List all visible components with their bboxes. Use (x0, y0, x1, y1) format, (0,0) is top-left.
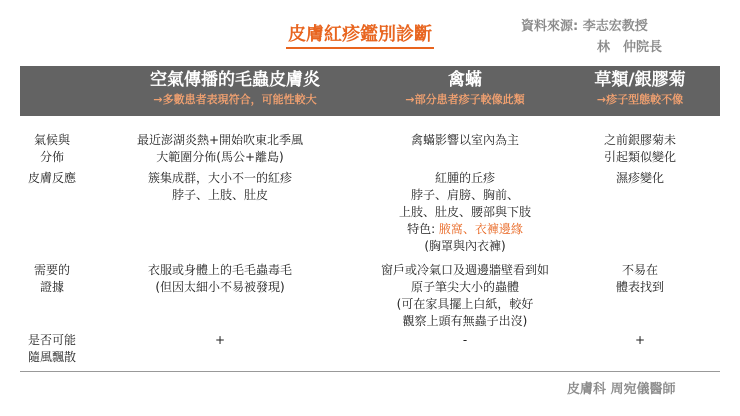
cell-text: 最近澎湖炎熱+開始吹東北季風 (136, 133, 304, 147)
row-label-climate-line2: 分佈 (39, 150, 64, 164)
row-label-wind-line2: 隨風飄散 (27, 350, 76, 364)
cell-skin-bird-mite (360, 170, 570, 255)
cell-text: 體表找到 (615, 280, 664, 294)
cell-evidence-bird-mite (350, 262, 580, 330)
cell-text: 觀察上頭有無蟲子出沒) (402, 314, 528, 328)
page-title: 皮膚紅疹鑑別診斷 (286, 20, 434, 49)
cell-text: (胸罩與內衣褲) (424, 239, 506, 253)
cell-text: 大範圍分佈(馬公+離島) (156, 150, 284, 164)
cell-text: 禽蟎影響以室內為主 (410, 133, 519, 147)
cell-text: 之前銀膠菊未 (603, 133, 676, 147)
cell-skin-caterpillar (100, 170, 340, 204)
header-col-bird-mite-subtitle: →部分患者疹子較像此類 (405, 93, 525, 106)
header-col-parthenium-title: 草類/銀膠菊 (594, 70, 686, 90)
row-label-evidence (26, 262, 78, 296)
row-label-climate-line1: 氣候與 (33, 133, 70, 147)
cell-climate-caterpillar (100, 132, 340, 166)
row-label-evidence-line2: 證據 (39, 280, 64, 294)
cell-wind-bird-mite: - (462, 333, 468, 347)
row-label-evidence-line1: 需要的 (33, 263, 70, 277)
header-col-caterpillar-title: 空氣傳播的毛蟲皮膚炎 (150, 70, 320, 90)
cell-text: 不易在 (621, 263, 658, 277)
header-col-parthenium (560, 66, 720, 116)
footer-credit: 皮膚科 周宛儀醫師 (567, 382, 676, 397)
cell-text: 簇集成群，大小不一的紅疹 (147, 171, 292, 185)
header-col-caterpillar-subtitle: →多數患者表現符合，可能性較大 (153, 93, 317, 106)
cell-text: 衣服或身體上的毛毛蟲毒毛 (147, 263, 292, 277)
source-line-1: 資料來源: 李志宏教授 (521, 19, 648, 34)
row-label-skin-reaction: 皮膚反應 (27, 171, 76, 185)
cell-text: 脖子、上肢、肚皮 (171, 188, 268, 202)
feature-highlight: 腋窩、衣褲邊緣 (438, 222, 523, 236)
cell-text: 脖子、肩膀、胸前、 (410, 188, 519, 202)
header-col-parthenium-subtitle: →疹子型態較不像 (596, 93, 684, 106)
row-label-wind-line1: 是否可能 (27, 333, 76, 347)
cell-wind-parthenium: + (634, 333, 646, 347)
cell-text: 窗戶或冷氣口及週邊牆壁看到如 (380, 263, 549, 277)
cell-text: 原子筆尖大小的蟲體 (410, 280, 519, 294)
header-col-bird-mite (360, 66, 570, 116)
header-col-caterpillar (90, 66, 380, 116)
cell-text-feature (360, 221, 570, 238)
table-header (20, 66, 720, 116)
row-label-climate (26, 132, 78, 166)
row-label-wind (26, 332, 78, 366)
cell-text: 濕疹變化 (615, 171, 664, 185)
cell-text: (可在家具擺上白紙，較好 (396, 297, 534, 311)
cell-text: 上肢、肚皮、腰部與下肢 (398, 205, 531, 219)
source-line-2: 林 仲院長 (597, 40, 663, 55)
bottom-divider (20, 371, 720, 372)
feature-prefix: 特色: (407, 222, 439, 236)
cell-climate-bird-mite (360, 132, 570, 149)
cell-evidence-parthenium (580, 262, 700, 296)
cell-climate-parthenium (580, 132, 700, 166)
cell-text: 紅腫的丘疹 (434, 171, 495, 185)
header-col-bird-mite-title: 禽蟎 (448, 70, 482, 90)
cell-evidence-caterpillar (100, 262, 340, 296)
cell-text: (但因太細小不易被發現) (155, 280, 285, 294)
cell-wind-caterpillar: + (214, 333, 226, 347)
cell-skin-parthenium (580, 170, 700, 187)
cell-text: 引起類似變化 (603, 150, 676, 164)
